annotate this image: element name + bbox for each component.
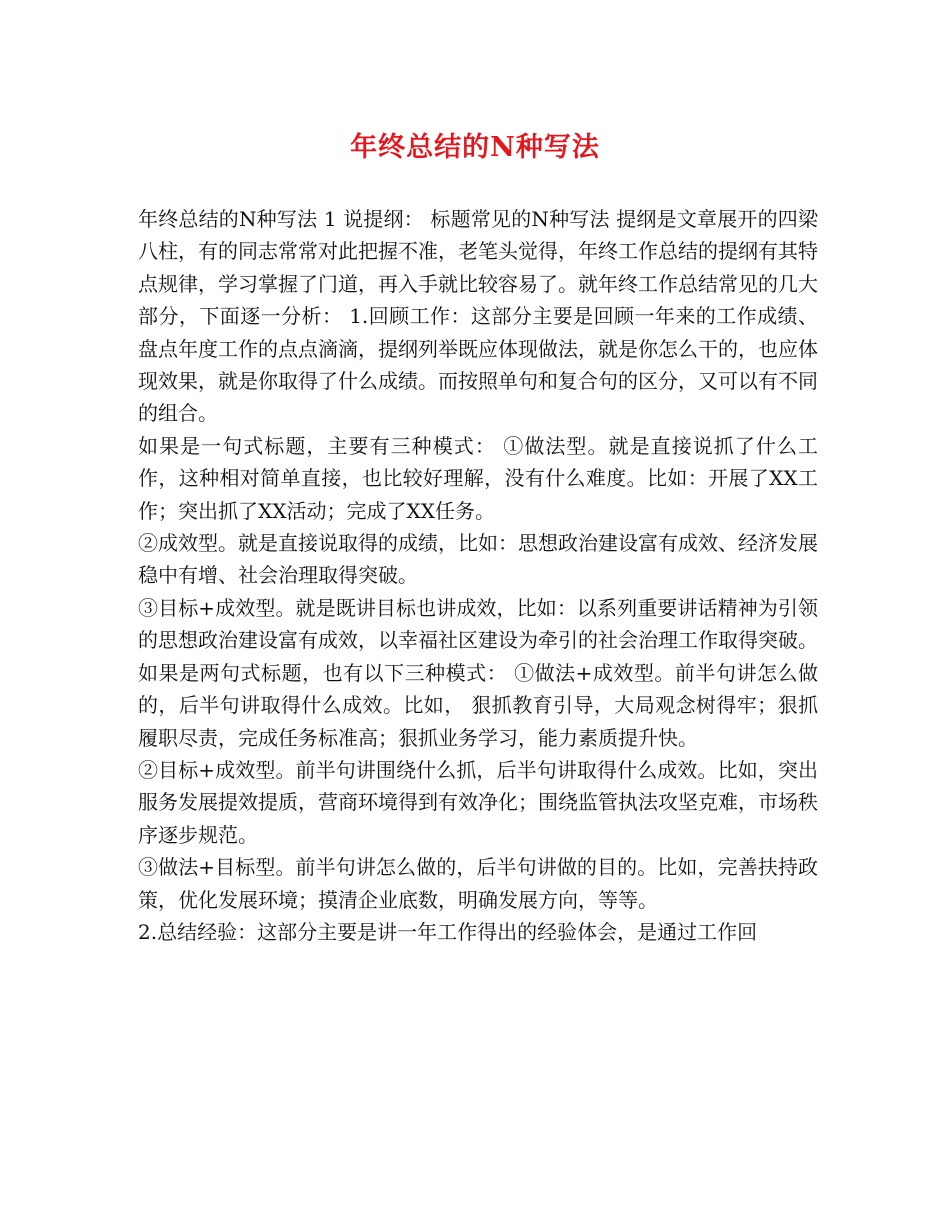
paragraph-6: ②目标+成效型。前半句讲围绕什么抓，后半句讲取得什么成效。比如，突出服务发展提效提质，营商环境得到有效净化；围绕监管执法攻坚克难，市场秩序逐步规范。 [138,757,818,847]
paragraph-3: ②成效型。就是直接说取得的成绩，比如：思想政治建设富有成效、经济发展稳中有增、社会治理取得突破。 [138,531,818,588]
paragraph-2: 如果是一句式标题，主要有三种模式： ①做法型。就是直接说抓了什么工作，这种相对简单直接，也比较好理解，没有什么难度。比如：开展了XX工作；突出抓了XX活动；完成了XX任务。 [138,433,818,523]
paragraph-4: ③目标+成效型。就是既讲目标也讲成效，比如：以系列重要讲话精神为引领的思想政治建设富有成效，以幸福社区建设为牵引的社会治理工作取得突破。 [138,595,818,653]
paragraph-7: ③做法+目标型。前半句讲怎么做的，后半句讲做的目的。比如，完善扶持政策，优化发展环境；摸清企业底数，明确发展方向，等等。 [138,855,818,912]
paragraph-5: 如果是两句式标题，也有以下三种模式： ①做法+成效型。前半句讲怎么做的，后半句讲取得什么成效。比如， 狠抓教育引导，大局观念树得牢；狠抓履职尽责，完成任务标准高；狠抓业务学习，能力素质提升快。 [138,660,818,750]
document-title: 年终总结的N种写法 [350,132,600,163]
paragraph-1: 年终总结的N种写法 1 说提纲： 标题常见的N种写法 提纲是文章展开的四梁八柱，有的同志常常对此把握不准，老笔头觉得，年终工作总结的提纲有其特点规律，学习掌握了门道，再入手就比较容易了。就年终工作总结常见的几大部分，下面逐一分析： 1.回顾工作：这部分主要是回顾一年来的工作成绩、盘点年度工作的点点滴滴，提纲列举既应体现做法，就是你怎么干的，也应体现效果，就是你取得了什么成绩。而按照单句和复合句的区分，又可以有不同的组合。 [138,207,818,426]
paragraph-8: 2.总结经验：这部分主要是讲一年工作得出的经验体会，是通过工作回 [138,919,758,944]
document-body [138,203,818,948]
